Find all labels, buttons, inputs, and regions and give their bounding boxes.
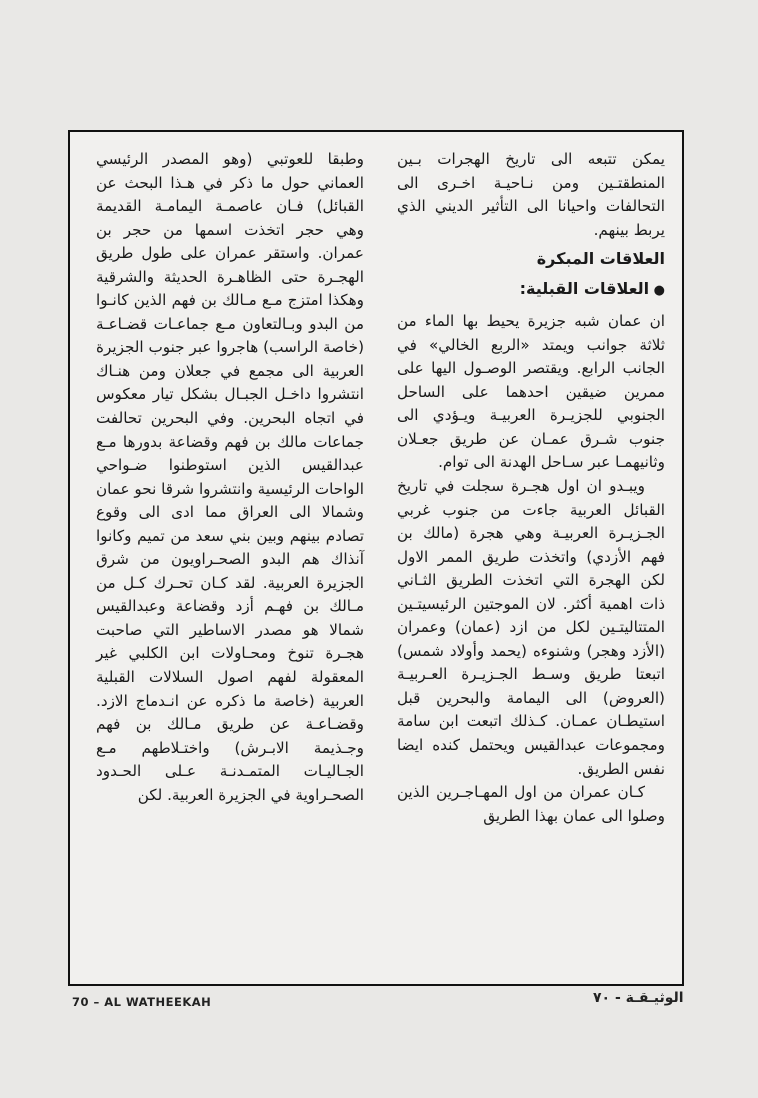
paragraph: يمكن تتبعه الى تاريخ الهجرات بـين المنطقتـين ومن نـاحيـة اخـرى الى التحالفات واحيانا الى التأثير الديني الذي يربط بينهم.	[397, 150, 665, 239]
footer-page-label-english: 70 – AL WATHEEKAH	[72, 995, 212, 1009]
paragraph: كـان عمران من اول المهـاجـرين الذين وصلوا الى عمان بهذا الطريق	[397, 783, 665, 825]
paragraph: وطبقا للعوتبي (وهو المصدر الرئيسي العماني حول ما ذكر في هـذا البحث عن القبائل) فـان عاصمـة اليمامـة القديمة وهي حجر اتخذت اسمها من حجر بن عمران. واستقر عمران على طول طريق الهجـرة حتى الظاهـرة الحديثة والشرقية وهكذا امتزج مـع مـالك بن فهم الذين كانـوا من البدو وبـالتعاون مـع جماعـات قضـاعـة (خاصة الراسب) هاجروا عبر جنوب الجزيرة العربية الى مجمع في جعلان ومن هنـاك انتشروا داخـل الجبـال بشكل تيار معكوس في اتجاه البحرين. وفي البحرين تحالفت جماعات مالك بن فهم وقضاعة بدورها مـع عبدالقيس الذين استوطنوا ضـواحي الواحات الرئيسية وانتشروا شرقا نحو عمان وشمالا الى العراق مما ادى الى وقوع تصادم بينهم وبين بني سعد من تميم وكانوا آنذاك هم البدو الصحـراويون من شرق الجزيرة العربية. لقد كـان تحـرك كـل من مـالك بن فهـم أزد وقضاعة وعبدالقيس شمالا هو مصدر الاساطير التي صاحبت هجـرة تنوخ ومحـاولات ابن الكلبي غير المعقولة لفهم اصول السلالات القبلية العربية (خاصة ما ذكره عن انـدماج الازد. وقضـاعـة عن طريق مـالك بن فهم وجـذيمة الابـرش) واختـلاطهم مـع الجـاليـات المتمـدنـة عـلى الحـدود الصحـراوية في الجزيرة العربية. لكن	[95, 150, 364, 804]
subsection-heading: ● العلاقات القبلية:	[397, 276, 665, 304]
paragraph: ويبـدو ان اول هجـرة سجلت في تاريخ القبائل العربية جاءت من جنوب غربي الجـزيـرة العربيـة وهي هجرة (مالك بن فهم الأزدي) واتخذت طريق الممر الاول لكن الهجرة التي اتخذت الطريق الثـاني ذات اهمية أكثر. لان الموجتين الرئيسيتـين المتتاليتـين لكل من ازد (عمان) وعمران (الأزد وهجر) وشنوءه (يحمد وأولاد شمس) اتبعتا طريق وسـط الجـزيـرة العـربيـة (العروض) الى اليمامة والبحرين قبل استيطـان عمـان. كـذلك اتبعت ابن سامة ومجموعات عبدالقيس ويحتمل كنده ايضا نفس الطريق.	[397, 477, 665, 778]
footer-page-label-arabic: الوثيـقـة - ٧٠	[593, 990, 684, 1006]
paragraph: ان عمان شبه جزيرة يحيط بها الماء من ثلاثة جوانب ويمتد «الربع الخالي» في الجانب الرابع. ويقتصر الوصـول اليها على ممرين ضيقين احدهما على الساحل الجنوبي للجزيـرة العربيـة ويـؤدي الى جنوب شـرق عمـان عن طريق جعـلان وثانيهمـا عبر سـاحل الهدنة الى توام.	[397, 312, 665, 472]
right-column	[397, 148, 665, 828]
left-column	[96, 148, 364, 807]
section-heading: العلاقات المبكرة	[536, 249, 665, 269]
